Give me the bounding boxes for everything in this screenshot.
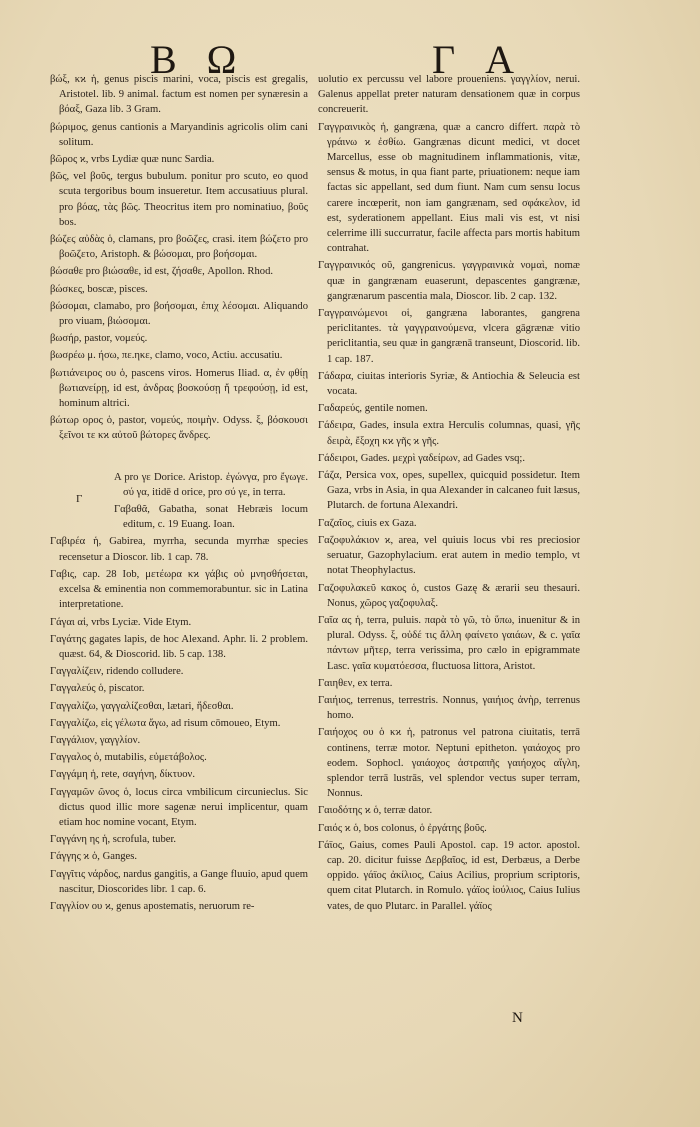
dictionary-entry: Γαγγαλίζειν, ridendo colludere. xyxy=(50,666,184,678)
dictionary-entry: Γάϊος, Gaius, comes Pauli Apostol. cap. 19 actor. apostol. cap. 20. dicitur fuisse Δερβαῖος, id est, Derbæus, a Derbe oppido. γάϊος ἀκίλιος, Caius Acilius, proprium scriptoris, quem citat Plutarch. in Romulo. γάϊος ἰούλιος, Caius Iulius vates, de quo Plutarc. in Parallel. γάϊος xyxy=(318,839,580,912)
dictionary-entry: Γαῖα ας ἡ, terra, puluis. παρὰ τὸ γῶ, τὸ ὕπω, inuenitur & in plural. Odyss. ξ, οὐδέ τις ἄλλη φαίνετο γαιάων, & c. γαῖα πάντων μῆτερ, terra verissima, pro cælo in epigrammate Lasc. γαῖα κυματόεσσα, fluctuosa littora, Aristot. xyxy=(318,614,580,672)
dictionary-entry: Γαγγῖτις νάρδος, nardus gangitis, a Gange fluuio, apud quem nascitur, Dioscorides libr. 1 cap. 6. xyxy=(50,868,309,895)
dictionary-entry: Γαγγαμῶν ῶνος ὁ, locus circa vmbilicum circunieclus. Sic dictus quod illic more sagenæ nerui implicentur, quam etiam hoc nomine vocant, Etym. xyxy=(50,786,308,828)
left-entries-2 xyxy=(50,534,308,914)
dictionary-entry: Γαβιρέα ἡ, Gabirea, myrrha, secunda myrrhæ species recensetur a Dioscor. lib. 1 cap. 78. xyxy=(50,536,308,563)
header-right: Γ A xyxy=(432,37,525,82)
dictionary-entry: Γαγγαλίζω, γαγγαλίζεσθαι, lætari, ἥδεσθαι. xyxy=(50,700,234,712)
dictionary-entry: Γαγγραινικός οῦ, gangrenicus. γαγγραινικὰ νομαὶ, nomæ quæ in gangrænam euaserunt, depascentes gangrænæ, gangrænarum pascentia mala, Dioscor. lib. 2 cap. 132. xyxy=(318,260,580,302)
catchword: N xyxy=(512,1010,523,1026)
dictionary-entry: Γαγγάμη ἡ, rete, σαγήνη, δίκτυον. xyxy=(50,769,195,781)
dictionary-entry: Γαβις, cap. 28 Iob, μετέωρα κϰ γάβις οὐ μνησθήσεται, excelsa & eminentia non commemorabuntur. sic in Latina interpretatione. xyxy=(50,568,308,611)
dictionary-entry: Γαιοδότης ϰ ὁ, terræ dator. xyxy=(318,805,433,817)
dictionary-entry: Γαζοφυλακεῦ κακος ὁ, custos Gazę & ærarii seu thesauri. Nonus, χῶρος γαζοφυλαξ. xyxy=(318,582,580,609)
dictionary-entry: βῶς, vel βοῦς, tergus bubulum. ponitur pro scuto, eo quod scuta tergoribus boum insueretur. Item accusatiuus plural. pro βόας, τὰς βῶς. Theocritus item pro nominatiuo, βοῦς bos. xyxy=(50,171,308,228)
right-column xyxy=(318,72,580,916)
dictionary-entry: Γαγγαλος ὁ, mutabilis, εὐμετάβολος. xyxy=(50,752,207,764)
dictionary-entry: βώσκες, boscæ, pisces. xyxy=(50,283,148,295)
dictionary-entry: Γαιήιος, terrenus, terrestris. Nonnus, γαιήιος ἀνὴρ, terrenus homo. xyxy=(318,694,580,722)
left-column xyxy=(50,72,308,916)
dictionary-entry: Γαγγαλεύς ὁ, piscator. xyxy=(50,683,145,695)
dictionary-entry: Γαιήοχος ου ὁ κϰ ἡ, patronus vel patrona ciuitatis, terrā continens, terræ motor. Neptuni epitheton. γαιάοχος pro eodem. Sophocl. γαιάοχος ἀστραπῆς γαιήοχος αἴγλη, splendor terrā lustrās, vel splendor vectus super terram, Nonnus. xyxy=(318,727,580,800)
section-gamma xyxy=(50,470,308,533)
header-left: B Ω xyxy=(150,37,247,82)
dictionary-entry: βώζεϛ αὐδὰς ὁ, clamans, pro βοῶζες, crasi. item βώζετο pro βοῶζετο, Aristoph. & βώσομαι, pro βοήσομαι. xyxy=(50,234,308,261)
dictionary-entry: Γάγγης ϰ ὁ, Ganges. xyxy=(50,851,138,863)
dictionary-entry: Γαγγραινώμενοι οἱ, gangræna laborantes, gangrena periclitantes. τὰ γαγγραινούμενα, vlcera gāgrænæ vitio periclitantia, seu quæ in gangrænā transeunt, Dioscorid. lib. 1 cap. 187. xyxy=(318,308,580,365)
dictionary-entry: βώξ, κϰ ἡ, genus piscis marini, voca, piscis est gregalis, Aristotel. lib. 9 animal. factum est nomen per synæresin a βόαξ, Gaza lib. 3 Gram. xyxy=(50,74,308,116)
dictionary-entry: Γαιηθεν, ex terra. xyxy=(318,677,393,689)
left-entries xyxy=(50,72,308,444)
dictionary-entry: βῶρος ϰ, vrbs Lydiæ quæ nunc Sardia. xyxy=(50,154,215,166)
dictionary-entry: A pro γε Dorice. Aristop. ἐγώνγα, pro ἔγωγε. σύ γα, itidē d orice, pro σύ γε, in terra. xyxy=(114,471,308,498)
dictionary-entry: Γαγγάλιον, γαγγλίον. xyxy=(50,734,141,746)
dictionary-entry: Γάζα, Persica vox, opes, supellex, quicquid possidetur. Item Gaza, vrbs in Asia, in qua Alexander in calcaneo fuit læsus, Plutarch. de fortuna Alexandri. xyxy=(318,470,580,512)
dictionary-entry: βώριμος, genus cantionis a Maryandinis agricolis olim cani solitum. xyxy=(50,121,308,148)
dictionary-entry: Γαιός ϰ ὁ, bos colonus, ὁ ἐργάτης βοῦς. xyxy=(318,822,487,834)
dictionary-entry: Γάδειροι, Gades. μεχρὶ γαδείρων, ad Gades vsq;. xyxy=(318,452,526,464)
dictionary-entry: βώσομαι, clamabo, pro βοήσομαι, ἐπιχ λέσομαι. Aliquando pro viuam, βιώσομαι. xyxy=(50,300,308,328)
dictionary-entry: βώτωρ ορος ὁ, pastor, νομεύς, ποιμὴν. Odyss. ξ, βόσκουσι ξεῖνοι τε κϰ αὐτοῦ βώτορες ἄνδρες. xyxy=(50,415,308,442)
dictionary-entry: Γάγαι αἱ, vrbs Lyciæ. Vide Etym. xyxy=(50,616,192,628)
dictionary-entry: Γαγγάνη ης ἡ, scrofula, tuber. xyxy=(50,834,177,846)
section-entries xyxy=(50,470,308,533)
dictionary-entry: Γαζοφυλάκιον ϰ, area, vel quiuis locus vbi res preciosior seruatur, Gazophylacium. erat autem in medio templo, vt notat Theophylactus. xyxy=(318,534,580,577)
section-letter: Γ xyxy=(76,492,83,505)
dictionary-entry: Γαζαῖος, ciuis ex Gaza. xyxy=(318,517,417,529)
dictionary-entry: Γαγγραινικὸς ἡ, gangræna, quæ a cancro differt. παρὰ τὸ γράινω ϰ ἐσθίω. Gangrænas dicunt medici, vt docet Marcellus, esse ob magnitudinem inflammationis, vitæ, sensus & motus, in qua fiant parte, priuationem: neque iam factas sic appellant, sed dum fiunt. Nam cum sensu locus carere incœperit, non iam gangrænam, sed σφάκελον, id est, syderationem appellant. Eius mali vis est, vt nisi celerrime illi succurratur, facile affecta pars mortis habitum contrahat. xyxy=(318,121,580,255)
dictionary-entry: βωσρέω μ. ήσω, πε.ηκε, clamo, voco, Actiu. accusatiu. xyxy=(50,350,283,362)
right-entries xyxy=(318,72,580,914)
dictionary-entry: Γαδαρεύς, gentile nomen. xyxy=(318,403,428,415)
dictionary-entry: βωτιάνειρος ου ὁ, pascens viros. Homerus Iliad. α, ἐν φθίῃ βωτιανείρῃ, id est, ἀνδρας βοσκούσῃ ἤ τρεφούσῃ, id est, hominum altrici. xyxy=(50,367,308,410)
dictionary-entry: uolutio ex percussu vel labore proueniens. γαγγλίον, nerui. Galenus appellat preter naturam densationem quæ in corpus concreuerit. xyxy=(318,74,580,116)
dictionary-entry: Γαγγαλίζω, εἰς γέλωτα ἄγω, ad risum cōmoueo, Etym. xyxy=(50,717,281,729)
dictionary-entry: Γαγγλίον ου ϰ, genus apostematis, neruorum re- xyxy=(50,900,255,912)
dictionary-entry: Γάδαρα, ciuitas interioris Syriæ, & Antiochia & Seleucia est vocata. xyxy=(318,370,580,398)
dictionary-entry: βωσήρ, pastor, νομεύς. xyxy=(50,333,148,345)
dictionary-entry: Γάδειρα, Gades, insula extra Herculis columnas, quasi, γῆς δειρὰ, ἔξοχη κϰ γῆς ϰ γῆς. xyxy=(318,420,580,447)
dictionary-entry: Γαγάτης gagates lapis, de hoc Alexand. Aphr. li. 2 problem. quæst. 64, & Dioscorid. lib. 5 cap. 138. xyxy=(50,633,308,660)
dictionary-entry: βώσαθε pro βιώσαθε, id est, ζήσαθε, Apollon. Rhod. xyxy=(50,266,274,278)
dictionary-entry: Γαβαθᾶ, Gabatha, sonat Hebræis locum editum, c. 19 Euang. Ioan. xyxy=(114,504,308,531)
